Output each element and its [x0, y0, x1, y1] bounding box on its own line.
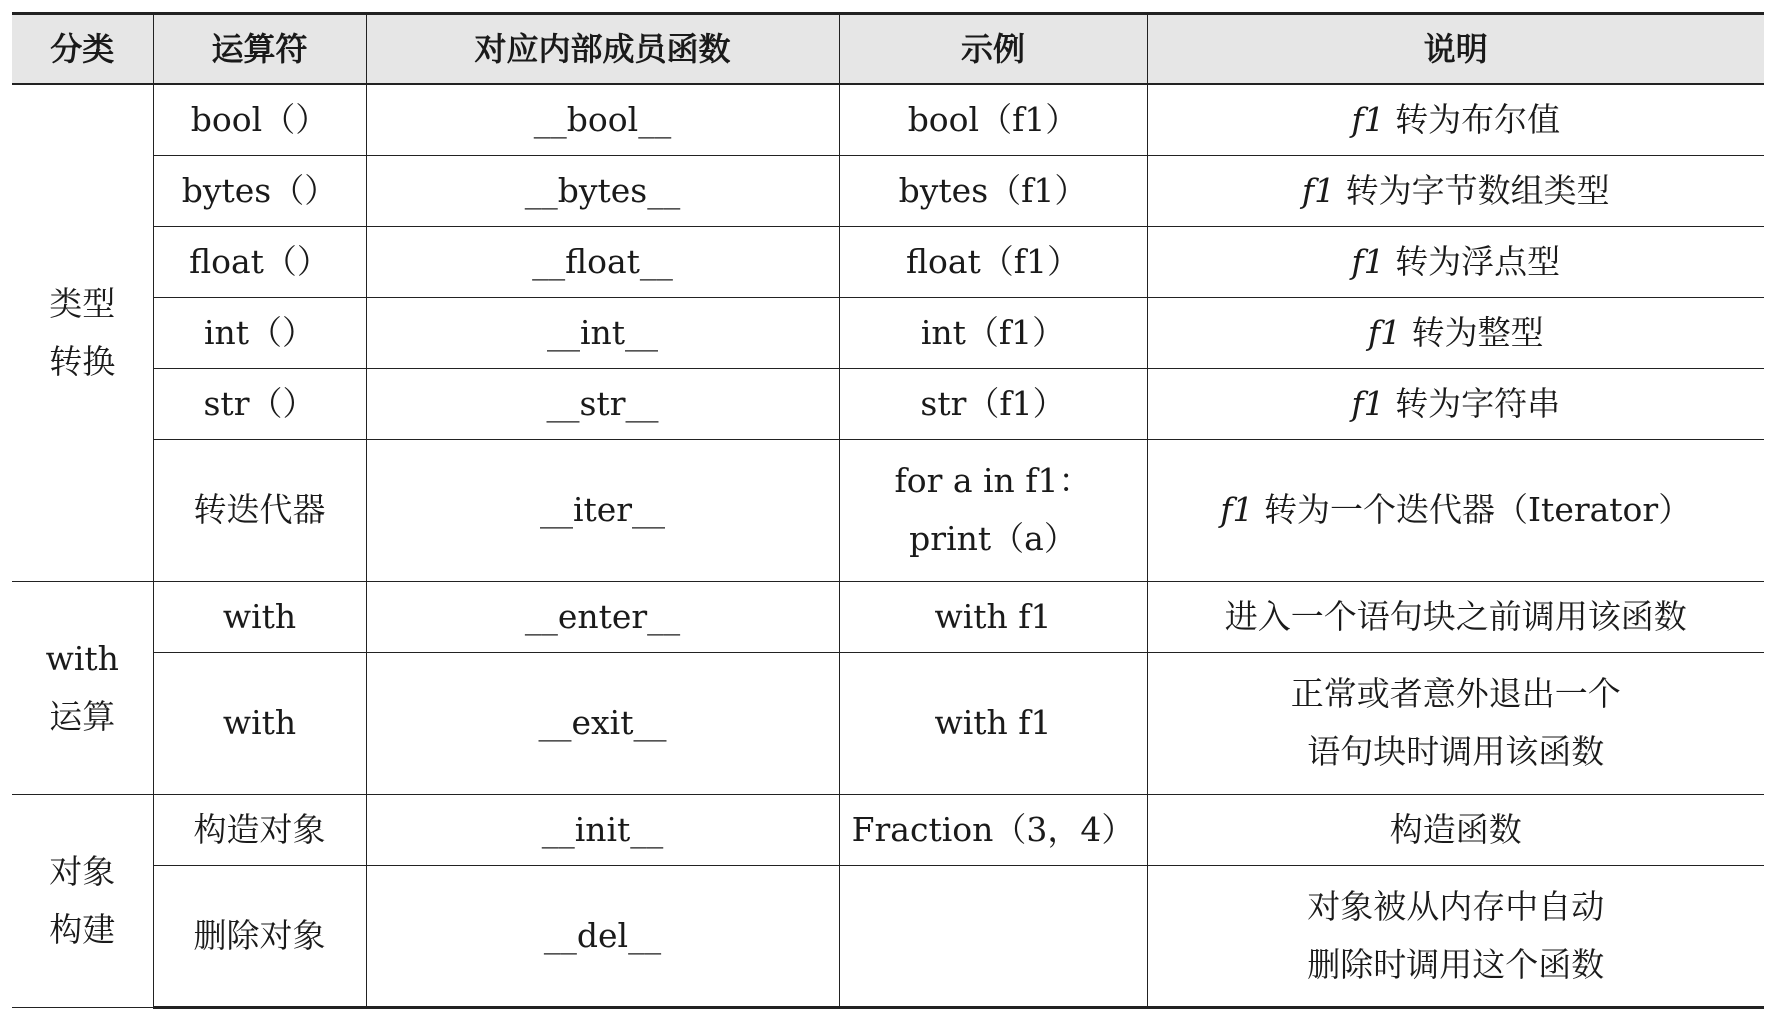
table-row [12, 297, 1764, 368]
member-cell: __del__ [366, 865, 839, 1007]
desc-text: 转为一个迭代器（Iterator） [1264, 490, 1692, 529]
table-row [12, 865, 1764, 1007]
desc-line: 删除时调用这个函数 [1307, 944, 1605, 984]
desc-text: 转为浮点型 [1395, 241, 1561, 281]
category-line: 类型 [49, 283, 116, 323]
operator-cell: with [153, 652, 366, 794]
description-cell [1147, 155, 1764, 226]
category-cell [12, 794, 153, 1007]
header-description: 说明 [1147, 14, 1764, 85]
description-cell [1147, 84, 1764, 155]
example-cell: str（f1） [839, 368, 1147, 439]
example-cell: bool（f1） [839, 84, 1147, 155]
desc-variable: f1 [1351, 241, 1385, 281]
header-category: 分类 [12, 14, 153, 85]
operator-cell: 转迭代器 [153, 439, 366, 581]
operator-cell: 删除对象 [153, 865, 366, 1007]
desc-line: 语句块时调用该函数 [1307, 732, 1605, 771]
member-cell: __enter__ [366, 581, 839, 652]
table-row [12, 368, 1764, 439]
desc-line: 对象被从内存中自动 [1307, 886, 1605, 926]
description-cell [1147, 368, 1764, 439]
example-cell: float（f1） [839, 226, 1147, 297]
example-cell: int（f1） [839, 297, 1147, 368]
header-operator: 运算符 [153, 14, 366, 85]
member-cell: __init__ [366, 794, 839, 865]
example-cell: Fraction（3，4） [839, 794, 1147, 865]
operator-cell: bool（） [153, 84, 366, 155]
desc-text: 转为字节数组类型 [1345, 170, 1610, 210]
member-cell: __bool__ [366, 84, 839, 155]
example-cell [839, 865, 1147, 1007]
operator-cell: float（） [153, 226, 366, 297]
category-line: 构建 [49, 909, 116, 949]
table-row [12, 581, 1764, 652]
description-cell [1147, 226, 1764, 297]
category-line: 对象 [49, 851, 116, 891]
example-cell [839, 439, 1147, 581]
description-cell: 进入一个语句块之前调用该函数 [1147, 581, 1764, 652]
example-cell: with f1 [839, 581, 1147, 652]
example-line: for a in f1： [894, 461, 1092, 500]
category-line: with [45, 638, 119, 678]
category-line: 转换 [49, 341, 116, 381]
example-cell: with f1 [839, 652, 1147, 794]
description-cell [1147, 865, 1764, 1007]
table-row [12, 155, 1764, 226]
table-row [12, 439, 1764, 581]
operator-table-container [12, 12, 1764, 1009]
category-cell [12, 84, 153, 581]
header-example: 示例 [839, 14, 1147, 85]
desc-variable: f1 [1220, 490, 1254, 529]
desc-variable: f1 [1301, 170, 1336, 210]
member-cell: __int__ [366, 297, 839, 368]
member-cell: __exit__ [366, 652, 839, 794]
category-line: 运算 [49, 696, 116, 736]
description-cell [1147, 439, 1764, 581]
header-row [12, 14, 1764, 85]
example-line: print（a） [909, 519, 1077, 558]
operator-cell: with [153, 581, 366, 652]
header-member-function: 对应内部成员函数 [366, 14, 839, 85]
desc-text: 转为字符串 [1395, 383, 1561, 423]
member-cell: __iter__ [366, 439, 839, 581]
table-row [12, 84, 1764, 155]
desc-text: 转为布尔值 [1395, 99, 1561, 139]
member-cell: __float__ [366, 226, 839, 297]
operator-cell: bytes（） [153, 155, 366, 226]
description-cell: 构造函数 [1147, 794, 1764, 865]
desc-variable: f1 [1351, 99, 1385, 139]
example-cell: bytes（f1） [839, 155, 1147, 226]
table-row [12, 794, 1764, 865]
operator-table [12, 12, 1764, 1009]
operator-cell: str（） [153, 368, 366, 439]
description-cell [1147, 652, 1764, 794]
desc-text: 转为整型 [1411, 312, 1544, 352]
operator-cell: int（） [153, 297, 366, 368]
desc-variable: f1 [1367, 312, 1402, 352]
member-cell: __str__ [366, 368, 839, 439]
table-row [12, 226, 1764, 297]
operator-cell: 构造对象 [153, 794, 366, 865]
desc-line: 正常或者意外退出一个 [1290, 674, 1621, 713]
desc-variable: f1 [1351, 383, 1385, 423]
category-cell [12, 581, 153, 794]
table-row [12, 652, 1764, 794]
description-cell [1147, 297, 1764, 368]
member-cell: __bytes__ [366, 155, 839, 226]
